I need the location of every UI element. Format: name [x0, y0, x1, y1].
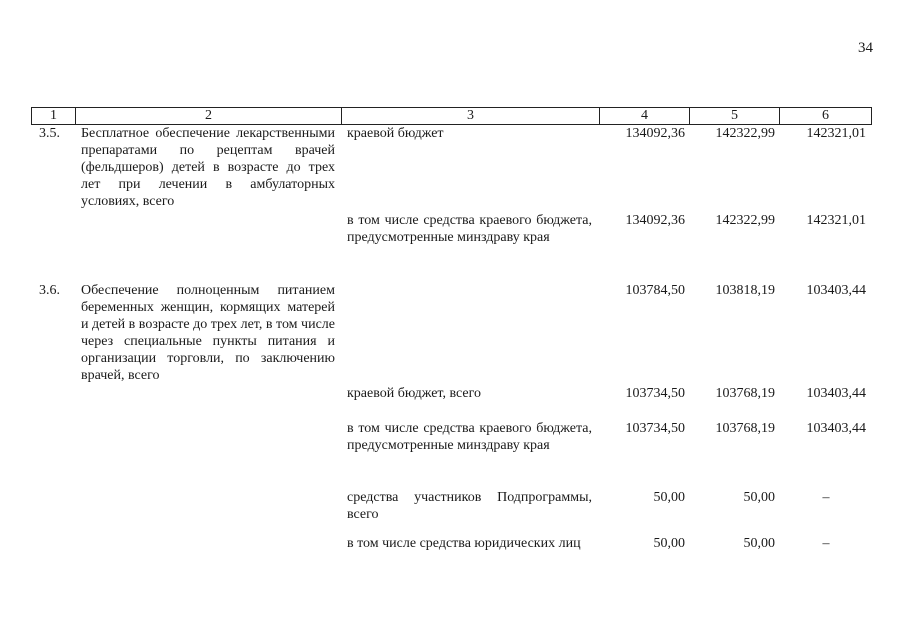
row-value-5: 103768,19 [715, 421, 775, 436]
row-value-6: 142321,01 [806, 213, 866, 228]
row-value-5: 50,00 [743, 536, 775, 551]
row-source: в том числе средства юридических лиц [347, 536, 581, 551]
header-col-1: 1 [32, 108, 76, 125]
row-value-4: 50,00 [653, 536, 685, 551]
row-value-6: – [822, 490, 830, 505]
header-col-4: 4 [600, 108, 690, 125]
row-source: краевой бюджет [347, 126, 444, 141]
row-value-4: 134092,36 [625, 126, 685, 141]
table-header [31, 107, 872, 125]
header-row [32, 108, 872, 125]
row-name: Обеспечение полноценным питанием беременных женщин, кормящих матерей и детей в возрасте до трех лет, в том числе через специальные пункты питания и организации торговли, по заключению врачей, всего [81, 283, 335, 383]
row-value-5: 103768,19 [715, 386, 775, 401]
row-value-6: – [822, 536, 830, 551]
row-value-5: 142322,99 [715, 126, 775, 141]
row-value-5: 142322,99 [715, 213, 775, 228]
row-value-4: 103734,50 [625, 386, 685, 401]
row-name: Бесплатное обеспечение лекарственными препаратами по рецептам врачей (фельдшеров) детей в возрасте до трех лет при лечении в амбулаторных условиях, всего [81, 126, 335, 209]
row-number: 3.5. [39, 126, 60, 141]
header-col-6: 6 [780, 108, 872, 125]
row-value-6: 103403,44 [806, 421, 866, 436]
header-col-5: 5 [690, 108, 780, 125]
row-value-4: 134092,36 [625, 213, 685, 228]
row-value-6: 103403,44 [806, 386, 866, 401]
page-number: 34 [858, 40, 873, 56]
row-value-4: 103784,50 [625, 283, 685, 298]
header-col-2: 2 [76, 108, 342, 125]
row-value-5: 50,00 [743, 490, 775, 505]
row-value-5: 103818,19 [715, 283, 775, 298]
row-source: краевой бюджет, всего [347, 386, 482, 401]
row-value-6: 103403,44 [806, 283, 866, 298]
row-source: в том числе средства краевого бюджета, предусмотренные минздраву края [347, 421, 592, 453]
header-col-3: 3 [342, 108, 600, 125]
row-source: в том числе средства краевого бюджета, предусмотренные минздраву края [347, 213, 592, 245]
row-value-4: 50,00 [653, 490, 685, 505]
row-number: 3.6. [39, 283, 60, 298]
row-value-4: 103734,50 [625, 421, 685, 436]
row-source: средства участников Подпрограммы, всего [347, 490, 592, 522]
row-value-6: 142321,01 [806, 126, 866, 141]
